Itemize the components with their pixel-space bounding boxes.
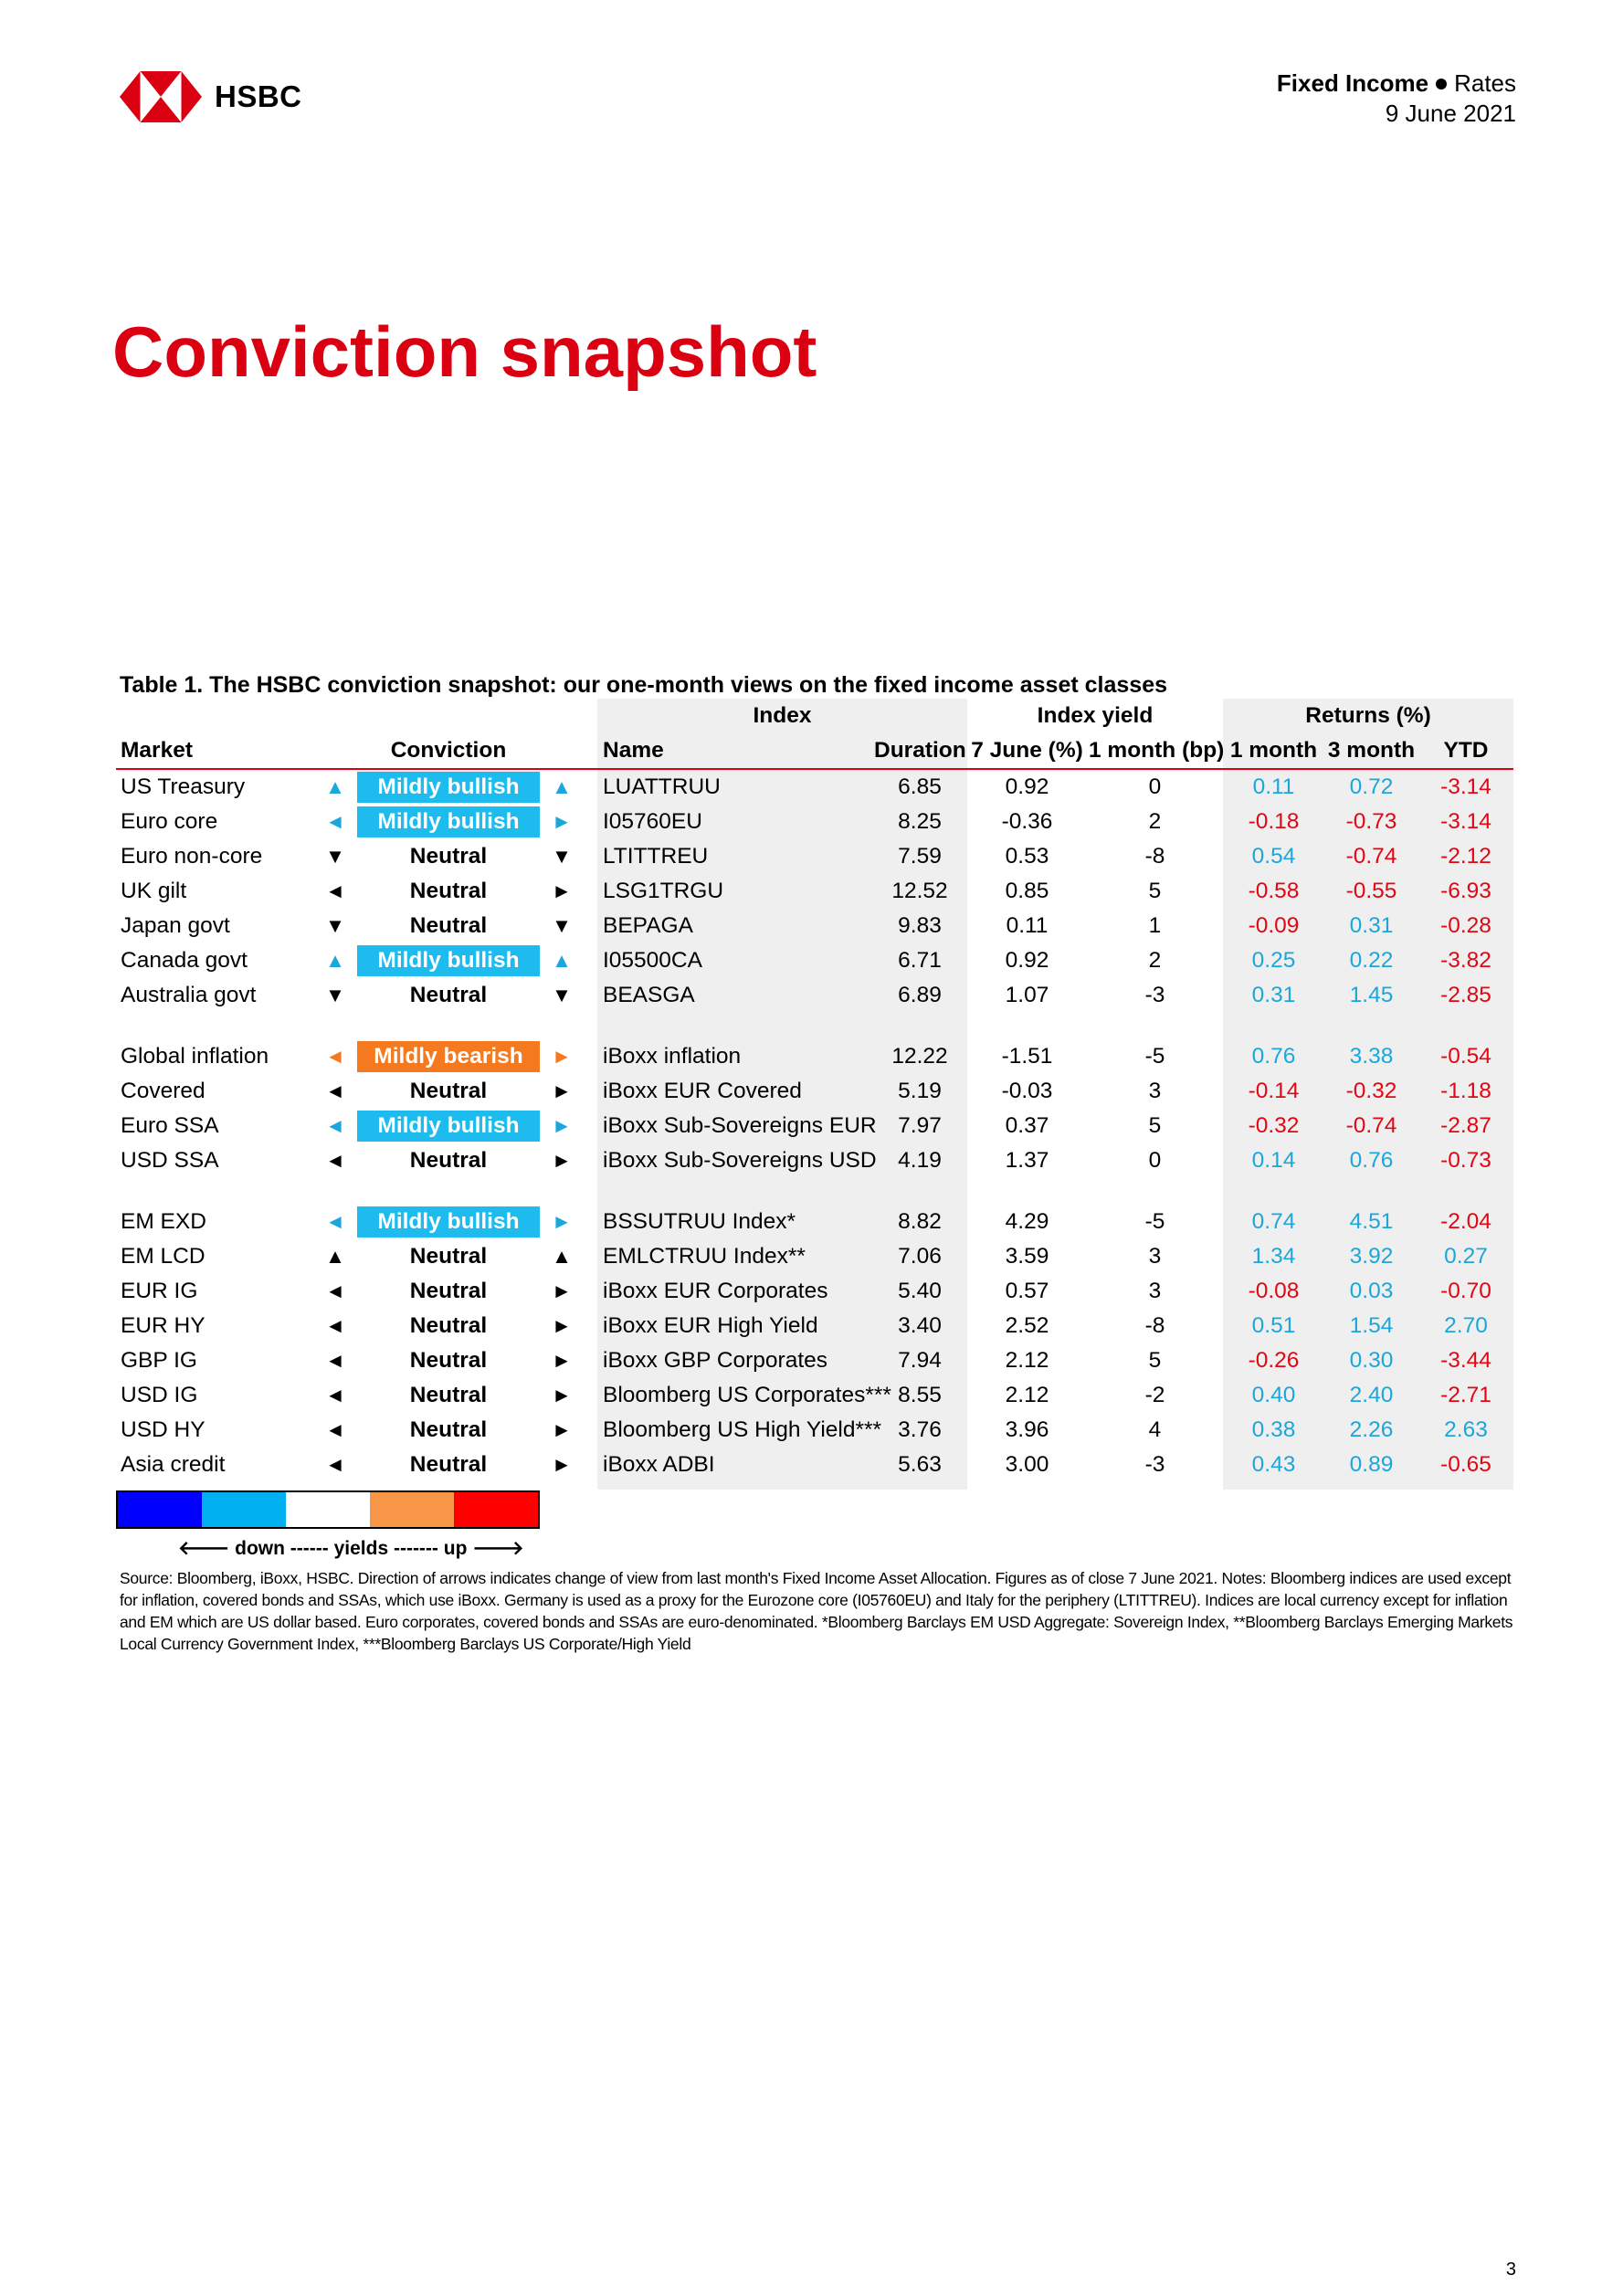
col-ret-1m: 1 month [1229, 738, 1318, 763]
left-arrow-icon: ◄ [325, 1280, 345, 1302]
table-row [116, 1448, 1513, 1482]
page-number: 3 [1505, 2259, 1516, 2280]
market-cell: Euro SSA [121, 1113, 219, 1138]
col-duration: Duration [874, 738, 966, 763]
logo-text: HSBC [215, 79, 302, 113]
return-ytd-cell: -2.85 [1440, 983, 1491, 1007]
return-1m-cell: -0.18 [1248, 809, 1300, 834]
yield-now-cell: 3.00 [1005, 1452, 1049, 1477]
return-ytd-cell: -0.73 [1440, 1148, 1491, 1173]
return-3m-cell: -0.55 [1345, 879, 1397, 903]
return-3m-cell: 3.92 [1349, 1244, 1394, 1269]
duration-cell: 4.19 [898, 1148, 942, 1173]
source-note: Source: Bloomberg, iBoxx, HSBC. Direction of arrows indicates change of view from last month's Fixed Income Asset Allocation. Figures as of close 7 June 2021. Notes: Bloomberg indices are used except for inflation, covered bonds and SSAs, which use iBoxx. Germany is used as a proxy for the Eurozone core (I05760EU) and Italy for the periphery (LTITTREU). Indices are local currency except for inflation and EM which are US dollar based. Euro corporates, covered bonds and SSAs are euro-denominated. *Bloomberg Barclays EM USD Aggregate: Sovereign Index, **Bloomberg Barclays Emerging Markets Local Currency Government Index, ***Bloomberg Barclays US Corporate/High Yield [120, 1569, 1513, 1653]
table-row [116, 1239, 1513, 1274]
right-arrow-icon: ► [552, 1210, 572, 1233]
return-1m-cell: 0.40 [1251, 1383, 1296, 1407]
return-1m-cell: 0.25 [1251, 948, 1296, 973]
conviction-badge: Neutral [409, 1279, 488, 1303]
table-row [116, 1378, 1513, 1413]
conviction-badge: Mildly bullish [357, 1206, 540, 1238]
index-name-cell: Bloomberg US High Yield*** [603, 1417, 882, 1442]
conviction-badge: Neutral [409, 913, 488, 938]
left-arrow-icon: ◄ [325, 1453, 345, 1476]
duration-cell: 8.55 [898, 1383, 942, 1407]
index-name-cell: LUATTRUU [603, 774, 721, 799]
conviction-badge: Neutral [409, 1452, 488, 1477]
conviction-badge: Neutral [409, 1417, 488, 1442]
col-yield-now: 7 June (%) [971, 738, 1083, 763]
right-arrow-icon: ► [552, 879, 572, 902]
column-group-header [116, 699, 1513, 733]
conviction-badge: Mildly bullish [357, 806, 540, 837]
duration-cell: 9.83 [898, 913, 942, 938]
duration-cell: 5.40 [898, 1279, 942, 1303]
conviction-badge: Mildly bullish [357, 945, 540, 976]
yield-1m-cell: -8 [1144, 1313, 1165, 1338]
return-3m-cell: 2.26 [1349, 1417, 1394, 1442]
market-cell: EM EXD [121, 1209, 206, 1234]
yield-now-cell: 0.57 [1005, 1279, 1049, 1303]
yield-now-cell: 0.92 [1005, 774, 1049, 799]
table-row [116, 978, 1513, 1013]
return-3m-cell: 1.54 [1349, 1313, 1394, 1338]
yield-1m-cell: -2 [1144, 1383, 1165, 1407]
yield-1m-cell: 3 [1148, 1244, 1162, 1269]
return-3m-cell: 0.03 [1349, 1279, 1394, 1303]
yield-color-legend [116, 1490, 540, 1529]
index-name-cell: EMLCTRUU Index** [603, 1244, 806, 1269]
yield-now-cell: 4.29 [1005, 1209, 1049, 1234]
index-name-cell: iBoxx Sub-Sovereigns USD [603, 1148, 877, 1173]
conviction-badge: Neutral [409, 1383, 488, 1407]
index-name-cell: iBoxx EUR Corporates [603, 1279, 828, 1303]
yield-now-cell: 2.12 [1005, 1348, 1049, 1373]
table-row [116, 1309, 1513, 1343]
conviction-badge: Mildly bullish [357, 1111, 540, 1142]
table-row [116, 1413, 1513, 1448]
return-1m-cell: 0.14 [1251, 1148, 1296, 1173]
index-name-cell: iBoxx Sub-Sovereigns EUR [603, 1113, 877, 1138]
yield-1m-cell: -3 [1144, 1452, 1165, 1477]
index-name-cell: iBoxx EUR High Yield [603, 1313, 818, 1338]
table-row [116, 1074, 1513, 1109]
right-arrow-icon: ► [552, 1384, 572, 1406]
yield-1m-cell: 1 [1148, 913, 1162, 938]
right-arrow-icon: ► [552, 1045, 572, 1068]
yield-1m-cell: -8 [1144, 844, 1165, 869]
yield-1m-cell: 5 [1148, 1113, 1162, 1138]
return-ytd-cell: -2.87 [1440, 1113, 1491, 1138]
left-arrow-icon: ◄ [325, 810, 345, 833]
col-market: Market [121, 738, 193, 763]
header-subsection: Rates [1454, 69, 1516, 97]
left-arrow-icon: ◄ [325, 1384, 345, 1406]
left-arrow-icon: ◄ [325, 1210, 345, 1233]
return-ytd-cell: -3.14 [1440, 809, 1491, 834]
yield-1m-cell: -5 [1144, 1209, 1165, 1234]
market-cell: USD SSA [121, 1148, 219, 1173]
table-caption: Table 1. The HSBC conviction snapshot: our one-month views on the fixed income asset classes [120, 672, 1168, 698]
right-arrow-icon: ▲ [552, 775, 572, 798]
col-name: Name [603, 738, 664, 763]
left-arrow-icon: ◄ [325, 1418, 345, 1441]
bullet-icon [1436, 79, 1447, 90]
left-arrow-icon: ◄ [325, 1045, 345, 1068]
market-cell: Canada govt [121, 948, 248, 973]
return-ytd-cell: -3.44 [1440, 1348, 1491, 1373]
return-1m-cell: 0.31 [1251, 983, 1296, 1007]
return-3m-cell: 0.72 [1349, 774, 1394, 799]
index-name-cell: iBoxx inflation [603, 1044, 742, 1069]
market-cell: Covered [121, 1079, 206, 1103]
yield-now-cell: 1.37 [1005, 1148, 1049, 1173]
duration-cell: 12.22 [891, 1044, 948, 1069]
left-arrow-icon: ▲ [325, 1245, 345, 1268]
left-arrow-icon: ▼ [325, 984, 345, 1006]
header-section: Fixed Income [1276, 69, 1429, 97]
index-name-cell: LSG1TRGU [603, 879, 724, 903]
return-ytd-cell: -6.93 [1440, 879, 1491, 903]
return-ytd-cell: 0.27 [1444, 1244, 1488, 1269]
return-3m-cell: 3.38 [1349, 1044, 1394, 1069]
right-arrow-icon: ▼ [552, 914, 572, 937]
return-ytd-cell: -1.18 [1440, 1079, 1491, 1103]
legend-swatch [202, 1492, 286, 1527]
yield-1m-cell: 2 [1148, 809, 1162, 834]
index-name-cell: Bloomberg US Corporates*** [603, 1383, 891, 1407]
yield-now-cell: 0.37 [1005, 1113, 1049, 1138]
market-cell: Asia credit [121, 1452, 226, 1477]
yield-1m-cell: 0 [1148, 774, 1162, 799]
left-arrow-icon: ▲ [325, 949, 345, 972]
index-name-cell: BEASGA [603, 983, 695, 1007]
return-1m-cell: -0.58 [1248, 879, 1300, 903]
return-3m-cell: 0.31 [1349, 913, 1394, 938]
col-ret-3m: 3 month [1327, 738, 1416, 763]
conviction-badge: Mildly bullish [357, 772, 540, 803]
right-arrow-icon: ► [552, 1453, 572, 1476]
return-1m-cell: -0.32 [1248, 1113, 1300, 1138]
yield-now-cell: 3.59 [1005, 1244, 1049, 1269]
return-3m-cell: -0.73 [1345, 809, 1397, 834]
left-arrow-icon: ▼ [325, 845, 345, 868]
left-arrow-icon: ▼ [325, 914, 345, 937]
table-row [116, 1343, 1513, 1378]
col-ret-ytd: YTD [1443, 738, 1489, 763]
table-row [116, 1109, 1513, 1143]
page-header [1277, 68, 1516, 129]
yield-now-cell: 0.11 [1006, 913, 1049, 938]
left-arrow-icon: ◄ [325, 879, 345, 902]
conviction-badge: Neutral [409, 1313, 488, 1338]
duration-cell: 6.89 [898, 983, 942, 1007]
legend-swatch [370, 1492, 454, 1527]
return-ytd-cell: 2.70 [1444, 1313, 1488, 1338]
left-arrow-icon: ◄ [325, 1314, 345, 1337]
return-ytd-cell: -2.04 [1440, 1209, 1491, 1234]
right-arrow-icon: ► [552, 1418, 572, 1441]
index-name-cell: BEPAGA [603, 913, 693, 938]
yield-now-cell: 2.12 [1005, 1383, 1049, 1407]
duration-cell: 7.97 [898, 1113, 942, 1138]
return-3m-cell: 4.51 [1349, 1209, 1394, 1234]
col-conviction: Conviction [390, 738, 507, 763]
right-arrow-icon: ► [552, 1349, 572, 1372]
table-row [116, 1274, 1513, 1309]
duration-cell: 8.25 [898, 809, 942, 834]
return-ytd-cell: -2.71 [1440, 1383, 1491, 1407]
index-name-cell: iBoxx GBP Corporates [603, 1348, 828, 1373]
market-cell: USD HY [121, 1417, 206, 1442]
return-1m-cell: -0.14 [1248, 1079, 1300, 1103]
duration-cell: 8.82 [898, 1209, 942, 1234]
legend-swatch [286, 1492, 370, 1527]
return-3m-cell: 0.76 [1349, 1148, 1394, 1173]
yield-now-cell: -0.03 [1001, 1079, 1053, 1103]
index-name-cell: I05760EU [603, 809, 702, 834]
return-1m-cell: 0.38 [1251, 1417, 1296, 1442]
duration-cell: 3.76 [898, 1417, 942, 1442]
table-row [116, 874, 1513, 909]
yield-1m-cell: -3 [1144, 983, 1165, 1007]
yield-1m-cell: -5 [1144, 1044, 1165, 1069]
return-3m-cell: -0.74 [1345, 844, 1397, 869]
table-row [116, 909, 1513, 943]
left-arrow-icon: ◄ [325, 1114, 345, 1137]
hsbc-hexagon-icon [120, 71, 202, 122]
return-3m-cell: -0.74 [1345, 1113, 1397, 1138]
table-row [116, 770, 1513, 805]
group-returns: Returns (%) [1305, 703, 1431, 728]
return-ytd-cell: 2.63 [1444, 1417, 1488, 1442]
return-ytd-cell: -0.70 [1440, 1279, 1491, 1303]
right-arrow-icon: ▼ [552, 984, 572, 1006]
conviction-badge: Neutral [409, 1348, 488, 1373]
duration-cell: 7.94 [898, 1348, 942, 1373]
return-3m-cell: -0.32 [1345, 1079, 1397, 1103]
market-cell: Global inflation [121, 1044, 269, 1069]
table-row [116, 805, 1513, 839]
col-yield-1m: 1 month (bp) [1089, 738, 1225, 763]
index-name-cell: BSSUTRUU Index* [603, 1209, 796, 1234]
yield-now-cell: -0.36 [1001, 809, 1053, 834]
left-arrow-icon: ▲ [325, 775, 345, 798]
return-ytd-cell: -3.82 [1440, 948, 1491, 973]
page-title: Conviction snapshot [112, 311, 817, 392]
duration-cell: 6.71 [898, 948, 942, 973]
conviction-badge: Neutral [409, 1244, 488, 1269]
table-row [116, 1039, 1513, 1074]
return-1m-cell: 1.34 [1251, 1244, 1296, 1269]
right-arrow-icon: ▲ [552, 949, 572, 972]
return-ytd-cell: -0.28 [1440, 913, 1491, 938]
duration-cell: 6.85 [898, 774, 942, 799]
yield-1m-cell: 3 [1148, 1279, 1162, 1303]
left-arrow-icon: ◄ [325, 1149, 345, 1172]
legend-label: 🡐 down ------ yields ------- up 🡒 [178, 1538, 524, 1559]
duration-cell: 5.63 [898, 1452, 942, 1477]
return-1m-cell: 0.74 [1251, 1209, 1296, 1234]
yield-now-cell: 0.53 [1005, 844, 1049, 869]
yield-now-cell: 2.52 [1005, 1313, 1049, 1338]
right-arrow-icon: ▲ [552, 1245, 572, 1268]
market-cell: UK gilt [121, 879, 187, 903]
yield-1m-cell: 5 [1148, 879, 1162, 903]
table-row [116, 839, 1513, 874]
right-arrow-icon: ► [552, 1314, 572, 1337]
right-arrow-icon: ► [552, 1280, 572, 1302]
return-3m-cell: 1.45 [1349, 983, 1394, 1007]
right-arrow-icon: ► [552, 1080, 572, 1102]
return-3m-cell: 0.89 [1349, 1452, 1394, 1477]
market-cell: Euro core [121, 809, 218, 834]
conviction-badge: Neutral [409, 844, 488, 869]
legend-swatch [454, 1492, 538, 1527]
market-cell: GBP IG [121, 1348, 197, 1373]
table-row [116, 1205, 1513, 1239]
right-arrow-icon: ► [552, 1114, 572, 1137]
yield-1m-cell: 5 [1148, 1348, 1162, 1373]
yield-1m-cell: 0 [1148, 1148, 1162, 1173]
index-name-cell: LTITTREU [603, 844, 709, 869]
yield-now-cell: 3.96 [1005, 1417, 1049, 1442]
left-arrow-icon: ◄ [325, 1349, 345, 1372]
conviction-badge: Neutral [409, 983, 488, 1007]
table-row [116, 943, 1513, 978]
left-arrow-icon: ◄ [325, 1080, 345, 1102]
return-1m-cell: 0.51 [1251, 1313, 1296, 1338]
table-row [116, 1143, 1513, 1178]
yield-now-cell: -1.51 [1001, 1044, 1053, 1069]
duration-cell: 12.52 [891, 879, 948, 903]
return-3m-cell: 0.22 [1349, 948, 1394, 973]
group-index: Index [753, 703, 812, 728]
return-3m-cell: 2.40 [1349, 1383, 1394, 1407]
market-cell: EUR IG [121, 1279, 198, 1303]
conviction-badge: Neutral [409, 1148, 488, 1173]
return-1m-cell: -0.08 [1248, 1279, 1300, 1303]
group-index-yield: Index yield [1037, 703, 1154, 728]
return-1m-cell: -0.09 [1248, 913, 1300, 938]
return-1m-cell: 0.11 [1252, 774, 1295, 799]
duration-cell: 5.19 [898, 1079, 942, 1103]
right-arrow-icon: ► [552, 810, 572, 833]
market-cell: EUR HY [121, 1313, 206, 1338]
return-1m-cell: 0.54 [1251, 844, 1296, 869]
return-1m-cell: 0.43 [1251, 1452, 1296, 1477]
yield-now-cell: 0.85 [1005, 879, 1049, 903]
conviction-badge: Neutral [409, 1079, 488, 1103]
market-cell: USD IG [121, 1383, 198, 1407]
market-cell: Euro non-core [121, 844, 263, 869]
market-cell: US Treasury [121, 774, 246, 799]
hsbc-logo [120, 71, 302, 122]
market-cell: EM LCD [121, 1244, 206, 1269]
conviction-badge: Neutral [409, 879, 488, 903]
right-arrow-icon: ▼ [552, 845, 572, 868]
yield-1m-cell: 4 [1148, 1417, 1162, 1442]
duration-cell: 7.59 [898, 844, 942, 869]
conviction-badge: Mildly bearish [357, 1041, 540, 1072]
return-ytd-cell: -0.65 [1440, 1452, 1491, 1477]
yield-1m-cell: 3 [1148, 1079, 1162, 1103]
index-name-cell: iBoxx ADBI [603, 1452, 715, 1477]
duration-cell: 7.06 [898, 1244, 942, 1269]
market-cell: Australia govt [121, 983, 257, 1007]
return-ytd-cell: -3.14 [1440, 774, 1491, 799]
return-ytd-cell: -0.54 [1440, 1044, 1491, 1069]
column-header [116, 733, 1513, 770]
return-3m-cell: 0.30 [1349, 1348, 1394, 1373]
market-cell: Japan govt [121, 913, 230, 938]
legend-swatch [118, 1492, 202, 1527]
right-arrow-icon: ► [552, 1149, 572, 1172]
return-1m-cell: -0.26 [1248, 1348, 1300, 1373]
yield-1m-cell: 2 [1148, 948, 1162, 973]
index-name-cell: iBoxx EUR Covered [603, 1079, 802, 1103]
return-ytd-cell: -2.12 [1440, 844, 1491, 869]
return-1m-cell: 0.76 [1251, 1044, 1296, 1069]
duration-cell: 3.40 [898, 1313, 942, 1338]
index-name-cell: I05500CA [603, 948, 702, 973]
header-date: 9 June 2021 [1385, 100, 1516, 127]
yield-now-cell: 1.07 [1005, 983, 1049, 1007]
yield-now-cell: 0.92 [1005, 948, 1049, 973]
